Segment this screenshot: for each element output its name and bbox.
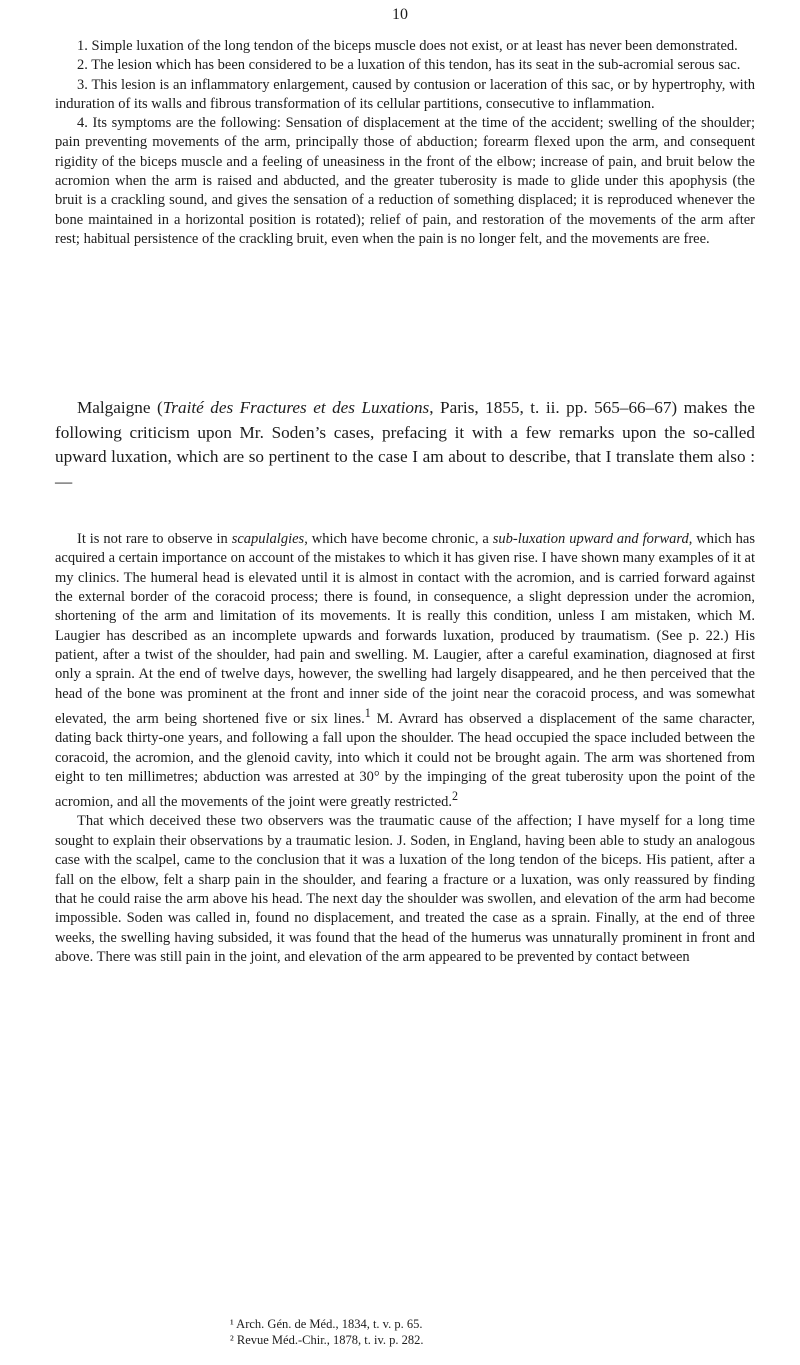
- footnotes: [55, 1316, 755, 1348]
- numbered-conclusions: [55, 37, 755, 249]
- intro-paragraph: [55, 396, 755, 494]
- intro-text: [55, 396, 755, 494]
- quote-text: , which have become chronic, a: [304, 531, 493, 547]
- page-number: 10: [392, 6, 408, 23]
- quote-emphasis: scapulalgies: [231, 531, 305, 547]
- quote-text: It is not rare to observe in: [77, 531, 232, 547]
- book-title: Traité des Fractures et des Luxations: [162, 398, 430, 417]
- footnote-marker: 1: [364, 706, 371, 721]
- quote-text: M. Avrard has observed a displacement of the same character, dating back thirty-one years, and following a fall upon the shoulder. The head occupied the space included between the coracoid, the acromion, and the glenoid cavity, into which it could not be brought again. The arm was shortened from eight to ten millimetres; abduction was arrested at 30° by the impinging of the great tuberosity upon the point of the acromion, and all the movements of the joint were greatly restricted.: [55, 710, 755, 811]
- intro-rest: , Paris, 1855, t. ii. pp. 565–66–67) makes the following criticism upon Mr. Soden’s cases, prefacing it with a few remarks upon the so-called upward luxation, which are so pertinent to the case I am about to describe, that I translate them also :—: [55, 398, 755, 491]
- quote-text: , which has acquired a certain importance on account of the mistakes to which it has given rise. I have shown many examples of it at my clinics. The humeral head is elevated until it is almost in contact with the acromion, and is carried forward against the external border of the coracoid process; there is found, in consequence, a slight depression under the acromion, shortening of the arm and limitation of its movements. It is really this condition, unless I am mistaken, which M. Laugier has described as an incomplete upwards and forwards luxation, produced by traumatism. (See p. 22.) His patient, after a twist of the shoulder, had pain and swelling. M. Laugier, after a careful examination, diagnosed at first only a sprain. At the end of twelve days, however, the swelling had largely disappeared, and he then perceived that the head of the bone was prominent at the front and inner side of the joint near the coracoid process, and was somewhat elevated, the arm being shortened five or six lines.: [55, 531, 755, 727]
- quote-paragraph-2: That which deceived these two observers was the traumatic cause of the affection; I have myself for a long time sought to explain their observations by a traumatic lesion. J. Soden, in England, having been able to study an analogous case with the scalpel, came to the conclusion that it was a luxation of the long tendon of the biceps. His patient, after a fall on the elbow, felt a sharp pain in the shoulder, and fearing a fracture or a luxation, was only reassured by finding that he could raise the arm above his head. The next day the shoulder was swollen, and elevation of the arm had become impossible. Soden was called in, found no displacement, and treated the case as a sprain. Finally, at the end of three weeks, the swelling having subsided, it was found that the head of the humerus was unnaturally prominent in front and above. There was still pain in the joint, and elevation of the arm appeared to be prevented by contact between: [55, 813, 755, 965]
- translated-quotation: [55, 530, 755, 967]
- footnote: ² Revue Méd.-Chir., 1878, t. iv. p. 282.: [230, 1333, 424, 1347]
- intro-lead: Malgaigne (: [77, 398, 163, 417]
- footnote-marker: 2: [452, 789, 459, 804]
- conclusion-item: 1. Simple luxation of the long tendon of the biceps muscle does not exist, or at least has never been demonstrated.: [77, 38, 738, 54]
- conclusion-item: 4. Its symptoms are the following: Sensation of displacement at the time of the accident; swelling of the shoulder; pain preventing movements of the arm, principally those of abduction; forearm flexed upon the arm, and consequent rigidity of the biceps muscle and a feeling of uneasiness in the front of the elbow; increase of pain, and bruit below the acromion when the arm is raised and abducted, and the greater tuberosity is made to glide under this apophysis (the bruit is a crackling sound, and gives the sensation of a reduction of something displaced; it is reproduced whenever the bone maintained in a horizontal position is rotated); relief of pain, and restoration of the movements of the arm after rest; habitual persistence of the crackling bruit, even when the pain is no longer felt, and the movements are free.: [55, 115, 755, 247]
- conclusion-item: 2. The lesion which has been considered to be a luxation of this tendon, has its seat in the sub-acromial serous sac.: [77, 57, 741, 74]
- quote-emphasis: sub-luxation upward and forward: [492, 531, 689, 547]
- footnote: ¹ Arch. Gén. de Méd., 1834, t. v. p. 65.: [230, 1317, 423, 1331]
- quote-paragraph-1: [55, 530, 755, 812]
- conclusion-item: 3. This lesion is an inflammatory enlargement, caused by contusion or laceration of this sac, or by hypertrophy, with induration of its walls and fibrous transformation of its cellular partitions, consecutive to inflammation.: [55, 76, 755, 112]
